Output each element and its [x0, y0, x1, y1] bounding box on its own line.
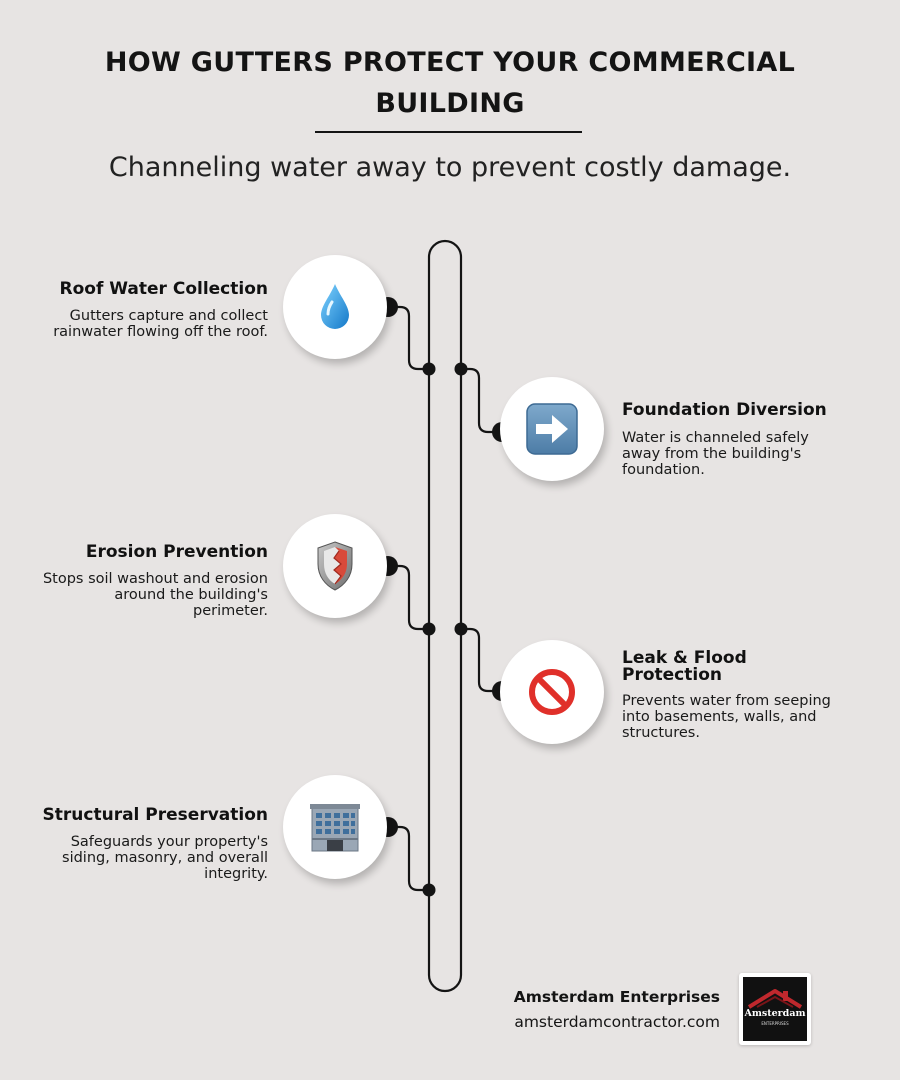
item-text-4: Prevents water from seeping into basements, walls, and structures. — [622, 693, 831, 741]
item-title-1: Roof Water Collection — [59, 279, 268, 299]
prohibited-icon — [527, 667, 577, 717]
logo-subtext: ENTERPRISES — [761, 1021, 789, 1026]
node-dot — [455, 363, 468, 376]
company-website[interactable]: amsterdamcontractor.com — [514, 1013, 720, 1031]
item-text-3: Stops soil washout and erosion around the building's perimeter. — [42, 571, 268, 619]
company-name: Amsterdam Enterprises — [513, 988, 720, 1006]
page-title: HOW GUTTERS PROTECT YOUR COMMERCIAL BUILDING — [104, 47, 796, 119]
water-drop-icon — [318, 282, 352, 332]
node-dot — [455, 623, 468, 636]
icon-circle-3 — [283, 514, 387, 618]
connector-3 — [388, 566, 429, 629]
item-text-1: Gutters capture and collect rainwater flowing off the roof. — [53, 308, 268, 340]
connector-5 — [388, 827, 429, 890]
connector-4 — [461, 629, 502, 691]
company-logo — [739, 973, 811, 1045]
icon-circle-1 — [283, 255, 387, 359]
item-title-3: Erosion Prevention — [85, 542, 268, 562]
right-arrow-icon — [526, 403, 578, 455]
icon-circle-4 — [500, 640, 604, 744]
item-title-5: Structural Preservation — [42, 805, 268, 825]
item-text-2: Water is channeled safely away from the building's foundation. — [622, 430, 809, 478]
vertical-pipe — [429, 241, 461, 991]
connector-1 — [388, 307, 429, 369]
office-building-icon — [309, 801, 361, 853]
node-dot — [423, 623, 436, 636]
icon-circle-5 — [283, 775, 387, 879]
node-dot — [423, 884, 436, 897]
icon-circle-2 — [500, 377, 604, 481]
item-title-2: Foundation Diversion — [622, 400, 827, 420]
shield-icon — [315, 540, 355, 592]
item-text-5: Safeguards your property's siding, masonry, and overall integrity. — [62, 834, 268, 882]
node-dot — [423, 363, 436, 376]
connector-2 — [461, 369, 502, 432]
logo-wordmark: Amsterdam — [744, 1008, 806, 1019]
item-title-4: Leak & Flood Protection — [622, 648, 747, 685]
page-subtitle: Channeling water away to prevent costly damage. — [108, 152, 792, 183]
